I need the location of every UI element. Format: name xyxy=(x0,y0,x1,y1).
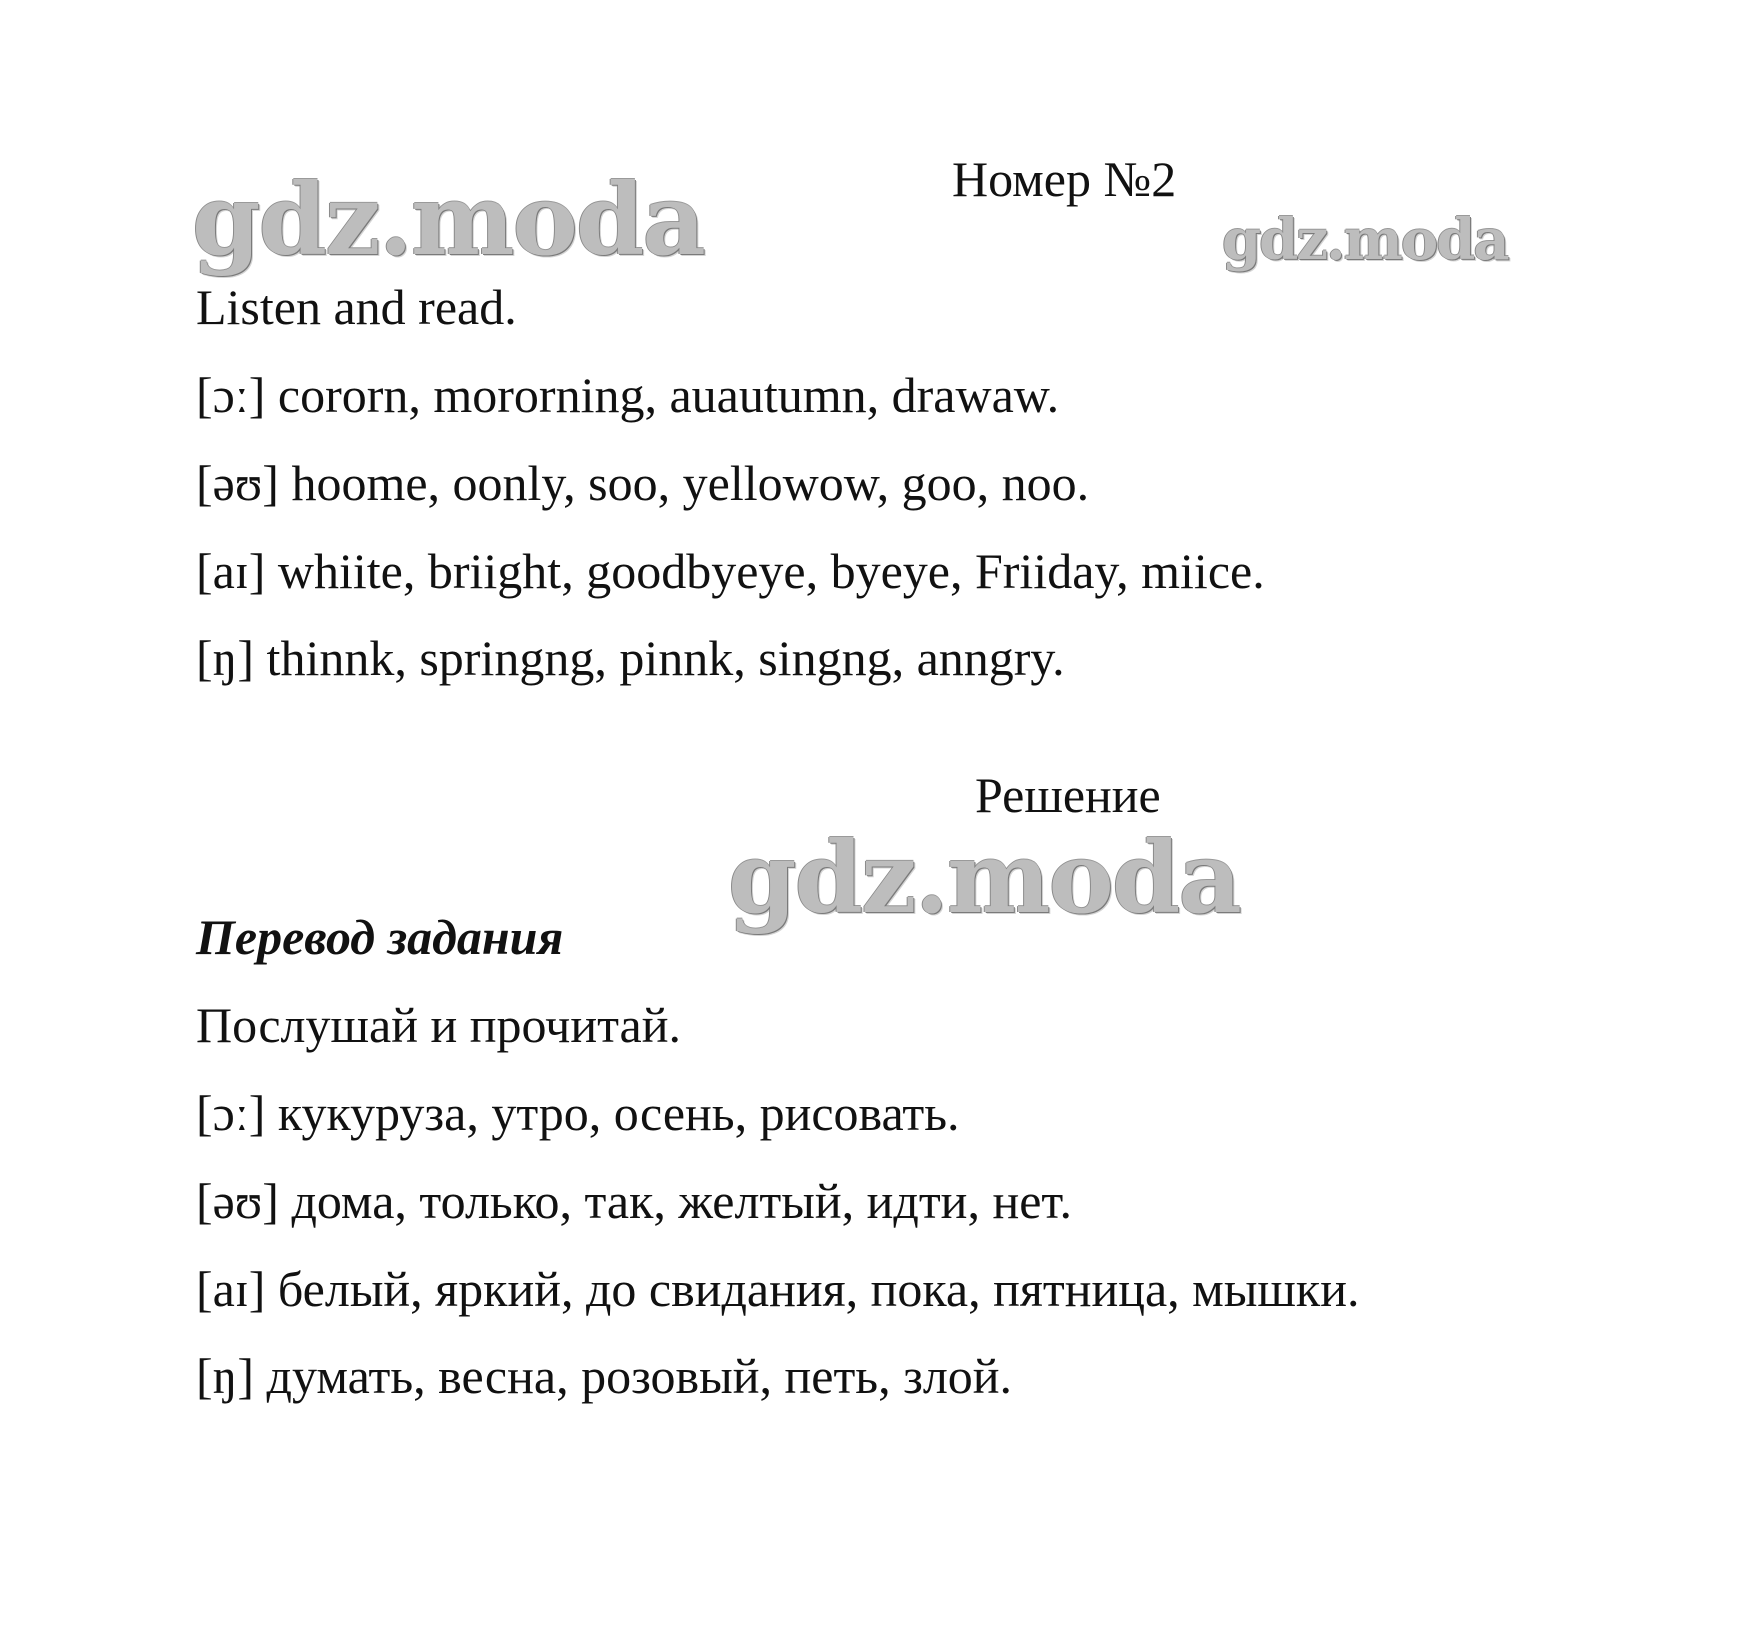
translation-line xyxy=(196,1261,1360,1317)
word-list: кукуруза, утро, осень, рисовать. xyxy=(277,1085,960,1141)
phonetic-symbol: [əʊ] xyxy=(196,1173,279,1229)
phonetic-symbol: [ɔː] xyxy=(196,1085,266,1141)
translation-line xyxy=(196,1348,1013,1404)
exercise-line xyxy=(196,455,1090,511)
watermark-logo: gdz.moda xyxy=(728,821,1240,936)
translation-heading: Перевод задания xyxy=(196,909,564,965)
exercise-line xyxy=(196,630,1065,686)
watermark-logo: gdz.moda xyxy=(1222,207,1508,273)
phonetic-symbol: [əʊ] xyxy=(196,455,279,511)
phonetic-symbol: [aɪ] xyxy=(196,1261,266,1317)
exercise-instruction: Listen and read. xyxy=(196,279,517,335)
phonetic-symbol: [ŋ] xyxy=(196,630,255,686)
phonetic-symbol: [ɔː] xyxy=(196,367,266,423)
word-list: thinnk, springng, pinnk, singng, anngry. xyxy=(266,630,1065,686)
word-list: whiite, briight, goodbyeye, byeye, Friiday, miice. xyxy=(277,543,1265,599)
solution-title: Решение xyxy=(975,767,1161,823)
exercise-number-title: Номер №2 xyxy=(952,151,1177,207)
watermark-logo: gdz.moda xyxy=(192,163,704,278)
word-list: cororn, mororning, auautumn, drawaw. xyxy=(277,367,1060,423)
exercise-line xyxy=(196,367,1060,423)
translation-line xyxy=(196,1085,960,1141)
exercise-line xyxy=(196,543,1265,599)
translation-instruction: Послушай и прочитай. xyxy=(196,997,681,1053)
word-list: hoome, oonly, soo, yellowow, goo, noo. xyxy=(291,455,1090,511)
phonetic-symbol: [ŋ] xyxy=(196,1348,255,1404)
translation-line xyxy=(196,1173,1072,1229)
word-list: дома, только, так, желтый, идти, нет. xyxy=(291,1173,1072,1229)
word-list: белый, яркий, до свидания, пока, пятница, мышки. xyxy=(277,1261,1360,1317)
word-list: думать, весна, розовый, петь, злой. xyxy=(266,1348,1013,1404)
phonetic-symbol: [aɪ] xyxy=(196,543,266,599)
